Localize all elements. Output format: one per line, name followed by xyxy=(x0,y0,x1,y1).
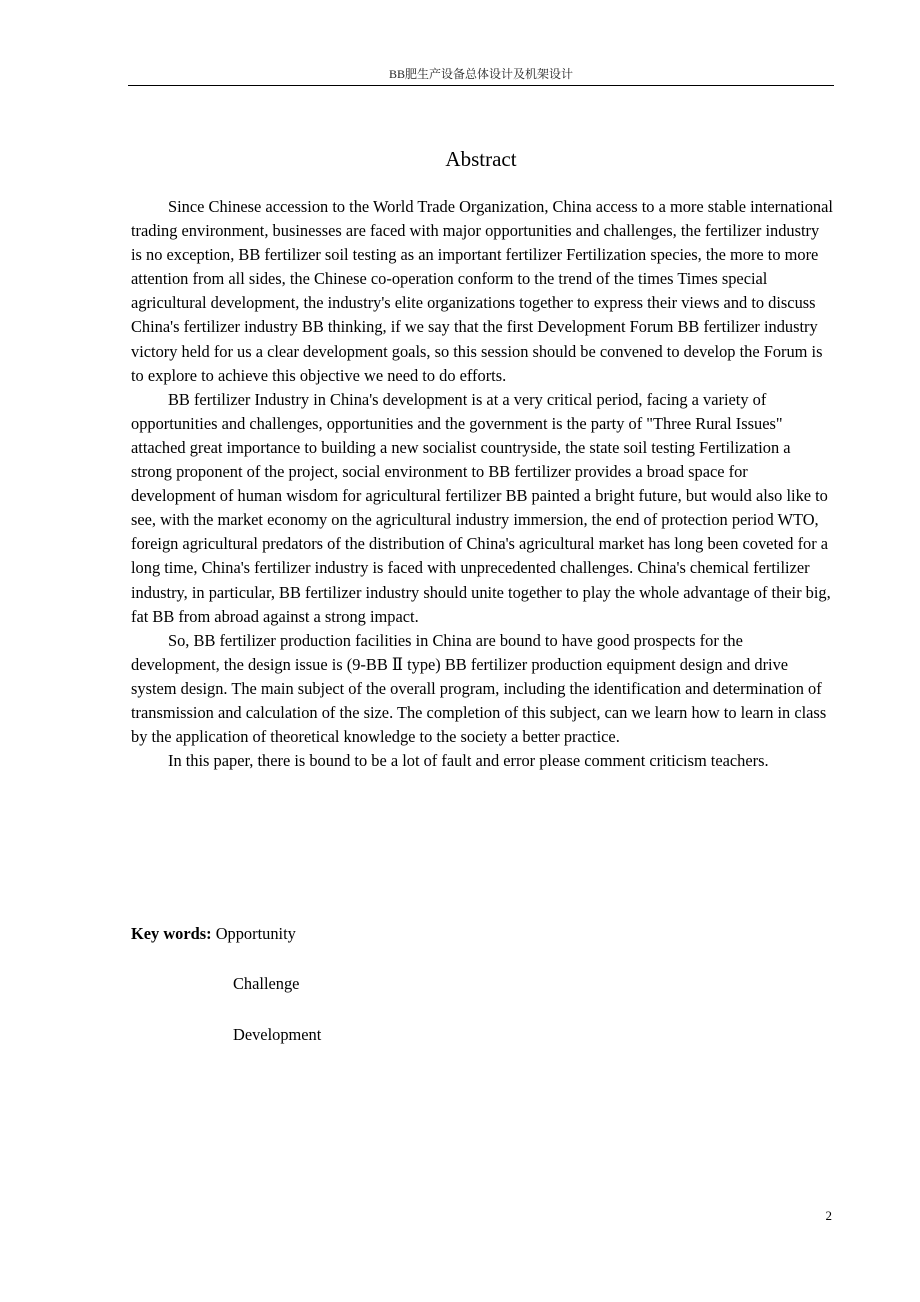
abstract-title: Abstract xyxy=(445,147,517,171)
keyword-development: Development xyxy=(233,1025,322,1044)
abstract-paragraph-3: So, BB fertilizer production facilities in China are bound to have good prospects for the development, the design issue is (9-BB Ⅱ type) BB fertilizer production equipment design and drive system design. The main subject of the overall program, including the identification and determination of transmission and calculation of the size. The completion of this subject, can we learn how to learn in class by the application of theoretical knowledge to the society a better practice. xyxy=(131,630,827,747)
abstract-body xyxy=(131,195,833,773)
abstract-paragraph-4: In this paper, there is bound to be a lot of fault and error please comment criticism teachers. xyxy=(168,751,769,771)
abstract-paragraph-1: Since Chinese accession to the World Trade Organization, China access to a more stable international trading environment, businesses are faced with major opportunities and challenges, the fertilizer industry is no exception, BB fertilizer soil testing as an important fertilizer Fertilization species, the more to more attention from all sides, the Chinese co-operation conform to the trend of the times Times special agricultural development, the industry's elite organizations together to express their views and to discuss China's fertilizer industry BB thinking, if we say that the first Development Forum BB fertilizer industry victory held for us a clear development goals, so this session should be convened to develop the Forum is to explore to achieve this objective we need to do efforts. xyxy=(131,197,833,385)
abstract-paragraph-2: BB fertilizer Industry in China's development is at a very critical period, facing a variety of opportunities and challenges, opportunities and the government is the party of "Three Rural Issues" attached great importance to building a new socialist countryside, the state soil testing Fertilization a strong proponent of the project, social environment to BB fertilizer provides a broad space for development of human wisdom for agricultural fertilizer BB painted a bright future, but would also like to see, with the market economy on the agricultural industry immersion, the end of protection period WTO, foreign agricultural predators of the distribution of China's agricultural market has long been coveted for a long time, China's fertilizer industry is faced with unprecedented challenges. China's chemical fertilizer industry, in particular, BB fertilizer industry should unite together to play the whole advantage of their big, fat BB from abroad against a strong impact. xyxy=(131,389,831,626)
keywords-label: Key words: xyxy=(131,924,212,943)
keyword-challenge: Challenge xyxy=(233,974,300,993)
header-divider xyxy=(128,85,834,86)
page-number: 2 xyxy=(825,1208,832,1223)
keyword-opportunity: Opportunity xyxy=(215,924,296,943)
keywords-line xyxy=(131,922,296,946)
running-header: BB肥生产设备总体设计及机架设计 xyxy=(388,67,573,81)
